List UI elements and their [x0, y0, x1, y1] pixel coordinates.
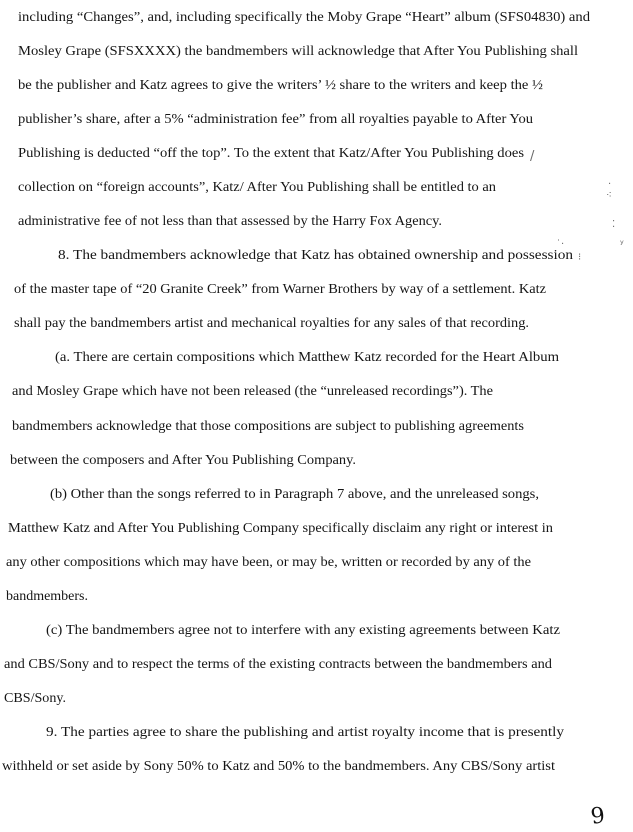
text-line: administrative fee of not less than that assessed by the Harry Fox Agency.: [18, 213, 442, 228]
text-line: bandmembers acknowledge that those compositions are subject to publishing agreements: [12, 418, 524, 433]
scan-speck: ·: [608, 179, 612, 190]
text-line: Matthew Katz and After You Publishing Company specifically disclaim any right or interest in: [8, 520, 553, 535]
text-line: (c) The bandmembers agree not to interfere with any existing agreements between Katz: [46, 622, 561, 637]
text-line: bandmembers.: [6, 588, 88, 603]
text-line: (b) Other than the songs referred to in Paragraph 7 above, and the unreleased songs,: [50, 486, 539, 501]
scan-speck: ⁖: [606, 190, 612, 201]
scan-speck: ʸ: [620, 239, 624, 250]
text-line: withheld or set aside by Sony 50% to Katz and 50% to the bandmembers. Any CBS/Sony artist: [2, 758, 555, 773]
text-line: and Mosley Grape which have not been released (the “unreleased recordings”). The: [12, 383, 494, 398]
text-line: 8. The bandmembers acknowledge that Katz has obtained ownership and possession: [58, 247, 573, 262]
text-line: Mosley Grape (SFSXXXX) the bandmembers will acknowledge that After You Publishing shall: [18, 43, 579, 58]
text-line: between the composers and After You Publishing Company.: [10, 452, 357, 467]
scan-speck: /: [530, 149, 535, 164]
text-line: including “Changes”, and, including specifically the Moby Grape “Heart” album (SFS04830) and: [18, 9, 591, 24]
text-line: shall pay the bandmembers artist and mechanical royalties for any sales of that recording.: [14, 315, 530, 330]
text-line: of the master tape of “20 Granite Creek” from Warner Brothers by way of a settlement. Katz: [14, 281, 546, 296]
scan-speck: ⁚: [612, 219, 616, 230]
text-line: Publishing is deducted “off the top”. To the extent that Katz/After You Publishing does: [18, 145, 524, 160]
text-line: be the publisher and Katz agrees to give the writers’ ½ share to the writers and keep the ½: [18, 77, 544, 92]
page-number: 9: [589, 803, 607, 830]
text-line: (a. There are certain compositions which Matthew Katz recorded for the Heart Album: [55, 349, 560, 364]
text-line: any other compositions which may have been, or may be, written or recorded by any of the: [6, 554, 532, 569]
scan-speck: ⁝: [578, 252, 582, 263]
text-line: 9. The parties agree to share the publishing and artist royalty income that is presently: [46, 724, 564, 739]
text-line: CBS/Sony.: [4, 690, 66, 705]
text-line: and CBS/Sony and to respect the terms of the existing contracts between the bandmembers and: [4, 656, 552, 671]
scan-speck: ˙·: [556, 239, 565, 250]
text-line: collection on “foreign accounts”, Katz/ After You Publishing shall be entitled to an: [18, 179, 497, 194]
text-line: publisher’s share, after a 5% “administration fee” from all royalties payable to After You: [18, 111, 533, 126]
